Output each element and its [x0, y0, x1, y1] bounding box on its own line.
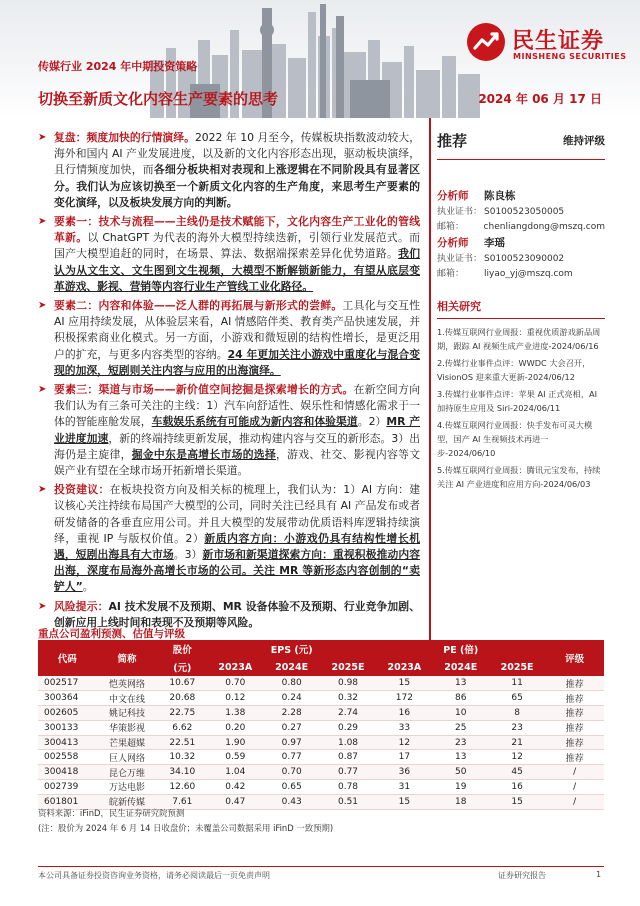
table-notes: [38, 806, 333, 836]
cell-pe-2024e: 13: [433, 676, 489, 691]
cell-rating: 推荐: [545, 720, 604, 735]
cell-price: 6.62: [158, 720, 208, 735]
header-price: 股价: [158, 640, 208, 658]
cell-price: 22.75: [158, 706, 208, 721]
summary-review: ➤ 复盘：频度加快的行情演绎。2022 年 10 月至今，传媒板块指数波动较大，海外和国内 AI 产业发展进度，以及新的文化内容形态出现，驱动板块演绎，且行情频度加快，而各细分板块相对表现和上涨逻辑在不同阶段具有显著区分。我们认为应该切换至一个新质文化内容的生产角度，来思考生产要素的变化演绎，以及板块发展方向的判断。: [38, 131, 421, 209]
forecast-table-body: [38, 676, 604, 809]
cell-eps-2024e: 0.65: [263, 780, 319, 795]
table-row: [38, 735, 604, 750]
cell-eps-2025e: 1.08: [320, 735, 376, 750]
rating-status: 维持评级: [563, 135, 605, 147]
cell-eps-2023a: 0.12: [207, 691, 263, 706]
cell-pe-2023a: 15: [376, 676, 432, 691]
cell-eps-2024e: 0.80: [263, 676, 319, 691]
cell-pe-2025e: 12: [489, 750, 545, 765]
cell-name: 中文在线: [97, 691, 158, 706]
cell-pe-2025e: 23: [489, 720, 545, 735]
header-year: 2025E: [320, 658, 376, 676]
cell-pe-2024e: 18: [433, 794, 489, 809]
cell-eps-2023a: 0.42: [207, 780, 263, 795]
cell-eps-2025e: 0.98: [320, 676, 376, 691]
header-name: 简称: [97, 640, 158, 676]
arrow-icon: ➤: [38, 216, 47, 228]
summary-factor-one: ➤ 要素一：技术与流程——主线仍是技术赋能下，文化内容生产工业化的管线革新。以 ChatGPT 为代表的海外大模型持续迭新，引领行业发展范式。而国产大模型追赶的同时，在场景、算法、数据端探索差异化优势道路。我们认为从文生文、文生图到文生视频，大模型不断解锁新能力，有望从底层变革游戏、影视、营销等内容行业生产管线工业化路径。: [38, 215, 421, 293]
cell-name: 皖新传媒: [97, 794, 158, 809]
cell-name: 昆仑万维: [97, 765, 158, 780]
analyst-cert: S0100523050005: [484, 207, 565, 217]
arrow-icon: ➤: [38, 484, 47, 496]
cell-eps-2024e: 0.27: [263, 720, 319, 735]
minsheng-securities-logo: [466, 22, 627, 68]
analyst-card: 分析师 李瑶 执业证书： S0100523090002 邮箱： liyao_yj@mszq.com: [437, 235, 605, 282]
header-year: 2023A: [207, 658, 263, 676]
cell-eps-2024e: 0.77: [263, 750, 319, 765]
forecast-table-title: 重点公司盈利预测、估值与评级: [38, 628, 185, 640]
cell-rating: /: [545, 780, 604, 795]
analyst-cert: S0100523090002: [484, 254, 565, 264]
page-number: 1: [596, 870, 602, 879]
cell-eps-2023a: 0.20: [207, 720, 263, 735]
cell-rating: 推荐: [545, 706, 604, 721]
table-row: [38, 706, 604, 721]
cell-pe-2024e: 10: [433, 706, 489, 721]
cell-eps-2025e: 0.77: [320, 765, 376, 780]
cell-pe-2025e: 15: [489, 794, 545, 809]
logo-english: MINSHENG SECURITIES: [513, 52, 627, 61]
cell-code: 300418: [38, 765, 97, 780]
cell-eps-2024e: 0.43: [263, 794, 319, 809]
cell-eps-2023a: 1.38: [207, 706, 263, 721]
report-title: 切换至新质文化内容生产要素的思考: [38, 90, 279, 108]
header-code: 代码: [38, 640, 97, 676]
cell-eps-2025e: 0.87: [320, 750, 376, 765]
cell-name: 万达电影: [97, 780, 158, 795]
logo-mark-icon: [466, 22, 506, 62]
cell-eps-2024e: 0.97: [263, 735, 319, 750]
cell-eps-2023a: 0.47: [207, 794, 263, 809]
cell-eps-2024e: 2.28: [263, 706, 319, 721]
header-price-unit: (元): [158, 658, 208, 676]
header-pe: PE (倍): [376, 640, 545, 658]
footer-divider: [38, 866, 604, 867]
header-rating: 评级: [545, 640, 604, 676]
cell-pe-2023a: 15: [376, 794, 432, 809]
footer-doc-type: 证券研究报告: [498, 871, 546, 880]
cell-pe-2023a: 172: [376, 691, 432, 706]
related-research-title: 相关研究: [437, 298, 605, 319]
summary-risk-warning: ➤ 风险提示：AI 技术发展不及预期、MR 设备体验不及预期、行业竞争加剧、创新应用上线时间和表现不及预期等风险。: [38, 599, 421, 629]
cell-pe-2025e: 65: [489, 691, 545, 706]
arrow-icon: ➤: [38, 132, 47, 143]
analyst-card: 分析师 陈良栋 执业证书： S0100523050005 邮箱： chenliangdong@mszq.com: [437, 188, 605, 235]
cell-code: 002605: [38, 706, 97, 721]
cell-price: 7.61: [158, 794, 208, 809]
cell-pe-2023a: 16: [376, 706, 432, 721]
cell-pe-2024e: 25: [433, 720, 489, 735]
cell-code: 601801: [38, 794, 97, 809]
header-year: 2024E: [263, 658, 319, 676]
cell-eps-2023a: 0.70: [207, 676, 263, 691]
analyst-name: 陈良栋: [484, 190, 516, 202]
cell-eps-2023a: 1.04: [207, 765, 263, 780]
related-research-list: [437, 325, 605, 491]
analyst-list: [437, 188, 605, 282]
cell-eps-2025e: 0.78: [320, 780, 376, 795]
cell-pe-2023a: 36: [376, 765, 432, 780]
cell-pe-2025e: 21: [489, 735, 545, 750]
rating-box: [437, 130, 605, 160]
cell-code: 300364: [38, 691, 97, 706]
cell-pe-2024e: 13: [433, 750, 489, 765]
rating-title: 推荐: [437, 132, 468, 150]
header-year: 2025E: [489, 658, 545, 676]
cell-code: 002739: [38, 780, 97, 795]
related-research-item[interactable]: 2.传媒行业事件点评：WWDC 大会召开，VisionOS 迎来重大更新-2024/06/12: [437, 358, 591, 382]
cell-pe-2024e: 23: [433, 735, 489, 750]
cell-pe-2025e: 45: [489, 765, 545, 780]
cell-pe-2025e: 16: [489, 780, 545, 795]
header-eps: EPS (元): [207, 640, 376, 658]
table-row: [38, 780, 604, 795]
cell-eps-2025e: 0.29: [320, 720, 376, 735]
cell-rating: /: [545, 765, 604, 780]
related-research-item[interactable]: 5.传媒互联网行业周报：腾讯元宝发布，持续关注 AI 产业进度和应用方向-2024/06/03: [437, 465, 601, 489]
table-note: (注：股价为 2024 年 6 月 14 日收盘价；未覆盖公司数据采用 iFinD 一致预期): [38, 823, 334, 833]
cell-pe-2025e: 11: [489, 676, 545, 691]
analyst-name: 李瑶: [484, 237, 505, 249]
table-row: [38, 691, 604, 706]
logo-chinese: 民生证券: [512, 29, 605, 54]
cell-price: 10.32: [158, 750, 208, 765]
summary-factor-three: ➤ 要素三：渠道与市场——新价值空间挖掘是探索增长的方式。在新空间方向我们认为有三条可关注的主线：1）汽车向舒适性、娱乐性和情感化需求于一体的智能座舱发展，车载娱乐系统有可能成为新内容和体验渠道。2）MR 产业进度加速，新的终端持续更新发展，推动构建内容与交互的新形态。3）出海仍是主旋律，掘金中东是高增长市场的选择，游戏、社交、影视内容等文娱产业有望在全球市场开拓新增长渠道。: [38, 383, 421, 478]
summary-column: [38, 130, 420, 634]
cell-price: 10.67: [158, 676, 208, 691]
table-row: [38, 720, 604, 735]
cell-pe-2023a: 31: [376, 780, 432, 795]
cell-price: 34.10: [158, 765, 208, 780]
cell-name: 华策影视: [97, 720, 158, 735]
analyst-email: liyao_yj@mszq.com: [484, 269, 573, 279]
cell-code: 300133: [38, 720, 97, 735]
cell-pe-2024e: 19: [433, 780, 489, 795]
cell-rating: 推荐: [545, 691, 604, 706]
cell-eps-2024e: 0.70: [263, 765, 319, 780]
cell-eps-2025e: 0.51: [320, 794, 376, 809]
cell-name: 巨人网络: [97, 750, 158, 765]
cell-rating: 推荐: [545, 750, 604, 765]
header-year: 2023A: [376, 658, 432, 676]
cell-eps-2023a: 0.59: [207, 750, 263, 765]
arrow-icon: ➤: [38, 384, 47, 396]
summary-factor-two: ➤ 要素二：内容和体验——泛人群的再拓展与新形式的尝鲜。工具化与交互性 AI 应用持续发展，从体验层来看，AI 情感陪伴类、教育类产品快速发展，并积极探索商业化模式。另一方面，小游戏和微短剧的结构性增长，是更泛用户的扩充，与更多内容类型的容纳。24 年更加关注小游戏中重度化与混合变现的加深，短剧则关注内容与应用的出海演绎。: [38, 299, 421, 377]
cell-eps-2025e: 0.32: [320, 691, 376, 706]
cell-rating: 推荐: [545, 735, 604, 750]
header-year: 2024E: [433, 658, 489, 676]
cell-code: 002517: [38, 676, 97, 691]
cell-rating: 推荐: [545, 676, 604, 691]
table-row: [38, 765, 604, 780]
cell-price: 12.60: [158, 780, 208, 795]
cell-name: 恺英网络: [97, 676, 158, 691]
table-source: 资料来源：iFinD，民生证券研究院预测: [38, 808, 185, 818]
cell-price: 22.51: [158, 735, 208, 750]
cell-name: 芒果超媒: [97, 735, 158, 750]
cell-pe-2023a: 17: [376, 750, 432, 765]
cell-eps-2024e: 0.24: [263, 691, 319, 706]
table-row: [38, 750, 604, 765]
arrow-icon: ➤: [38, 600, 47, 612]
report-category: 传媒行业 2024 年中期投资策略: [38, 60, 198, 73]
arrow-icon: ➤: [38, 300, 47, 312]
cell-pe-2023a: 12: [376, 735, 432, 750]
related-research-item[interactable]: 4.传媒互联网行业周报：快手发布可灵大模型，国产 AI 生视频技术再进一步-2024/06/10: [437, 420, 593, 458]
summary-investment-advice: ➤ 投资建议：在板块投资方向及相关标的梳理上，我们认为：1）AI 方向：建议核心关注持续布局国产大模型的公司，同时关注已经具有 AI 产品发布或者研发储备的各垂直应用公司。并且大模型的发展带动优质语料库逻辑持续演绎，重视 IP 与版权价值。2）新质内容方向：小游戏仍具有结构性增长机遇，短剧出海具有大市场。3）新市场和新渠道探索方向：重视积极推动内容出海，深度布局海外高增长市场的公司。关注 MR 等新形态内容创制的“卖铲人”。: [38, 483, 421, 594]
sidebar: [437, 130, 605, 494]
analyst-email: chenliangdong@mszq.com: [483, 222, 605, 232]
report-header: [0, 0, 640, 118]
forecast-table: [38, 640, 604, 810]
cell-pe-2023a: 33: [376, 720, 432, 735]
table-row: [38, 676, 604, 691]
cell-code: 002558: [38, 750, 97, 765]
column-divider: [429, 118, 431, 674]
cell-eps-2025e: 2.74: [320, 706, 376, 721]
cell-price: 20.68: [158, 691, 208, 706]
cell-pe-2024e: 50: [433, 765, 489, 780]
related-research-item[interactable]: 1.传媒互联网行业周报：重视优质游戏新品周期，跟踪 AI 视频生成产业进度-2024/06/16: [437, 327, 601, 351]
report-date: 2024 年 06 月 17 日: [478, 92, 602, 106]
cell-eps-2023a: 1.90: [207, 735, 263, 750]
cell-code: 300413: [38, 735, 97, 750]
cell-pe-2024e: 86: [433, 691, 489, 706]
related-research-item[interactable]: 3.传媒行业事件点评：苹果 AI 正式亮相，AI 加持原生应用及 Siri-2024/06/11: [437, 389, 598, 413]
cell-rating: /: [545, 794, 604, 809]
cell-pe-2025e: 8: [489, 706, 545, 721]
footer-disclaimer: 本公司具备证券投资咨询业务资格，请务必阅读最后一页免责声明: [38, 871, 270, 880]
cell-name: 姚记科技: [97, 706, 158, 721]
